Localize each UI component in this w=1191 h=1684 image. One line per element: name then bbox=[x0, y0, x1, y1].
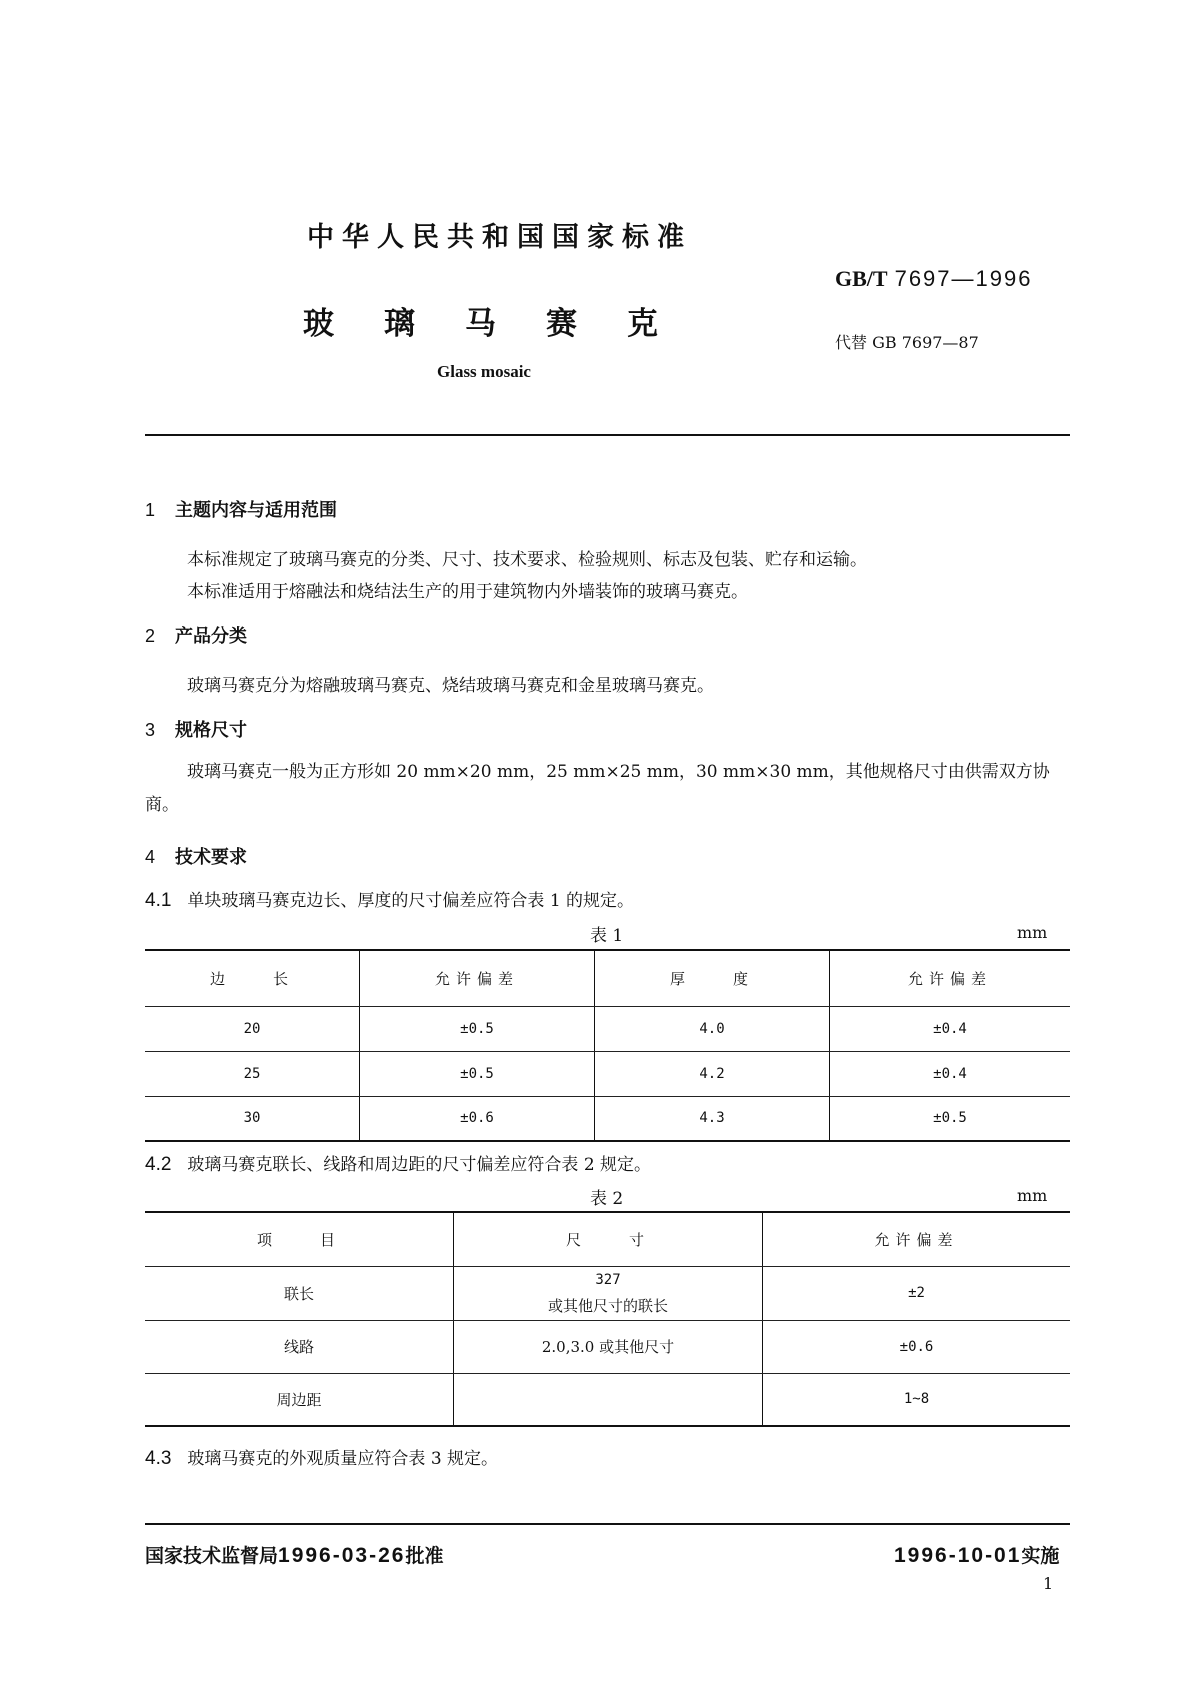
effective-label: 实施 bbox=[1021, 1545, 1060, 1567]
page-number: 1 bbox=[1043, 1574, 1054, 1593]
table-cell: 周边距 bbox=[145, 1373, 454, 1426]
table-header-cell: 厚 度 bbox=[595, 950, 830, 1006]
table-cell: ±0.4 bbox=[830, 1006, 1071, 1051]
standard-number bbox=[835, 266, 1032, 292]
table-header-row bbox=[145, 1212, 1070, 1266]
replaces-standard: 代替 GB 7697—87 bbox=[835, 333, 979, 352]
table-header-cell: 边 长 bbox=[145, 950, 360, 1006]
effective-date: 1996-10-01 bbox=[894, 1544, 1022, 1567]
section-title: 主题内容与适用范围 bbox=[175, 500, 338, 521]
section-number: 2 bbox=[145, 626, 156, 646]
table-cell: 25 bbox=[145, 1051, 360, 1096]
table-cell: 1~8 bbox=[763, 1373, 1071, 1426]
section-4-heading bbox=[145, 843, 247, 869]
cell-line: 或其他尺寸的联长 bbox=[547, 1297, 668, 1315]
clause-number: 4.2 bbox=[145, 1154, 172, 1175]
section-2-paragraph: 玻璃马赛克分为熔融玻璃马赛克、烧结玻璃马赛克和金星玻璃马赛克。 bbox=[187, 676, 714, 696]
table-cell: ±0.6 bbox=[763, 1320, 1071, 1373]
table-header-cell: 尺 寸 bbox=[454, 1212, 763, 1266]
clause-number: 4.3 bbox=[145, 1448, 172, 1469]
section-1-paragraph-1: 本标准规定了玻璃马赛克的分类、尺寸、技术要求、检验规则、标志及包装、贮存和运输。 bbox=[187, 550, 867, 570]
section-1-paragraph-2: 本标准适用于熔融法和烧结法生产的用于建筑物内外墙装饰的玻璃马赛克。 bbox=[187, 582, 748, 602]
clause-text: 单块玻璃马赛克边长、厚度的尺寸偏差应符合表 1 的规定。 bbox=[187, 891, 635, 911]
table-cell: ±0.5 bbox=[830, 1096, 1071, 1141]
table-cell: ±0.6 bbox=[360, 1096, 595, 1141]
section-number: 1 bbox=[145, 500, 156, 520]
clause-4-2 bbox=[145, 1150, 651, 1176]
footer-divider bbox=[145, 1523, 1070, 1525]
table-1 bbox=[145, 949, 1070, 1142]
table-cell: 2.0,3.0 或其他尺寸 bbox=[454, 1320, 763, 1373]
clause-text: 玻璃马赛克联长、线路和周边距的尺寸偏差应符合表 2 规定。 bbox=[187, 1155, 652, 1175]
section-title: 技术要求 bbox=[175, 847, 248, 868]
section-1-heading bbox=[145, 496, 337, 522]
table-row bbox=[145, 1266, 1070, 1320]
table-2-caption: 表 2 bbox=[590, 1189, 624, 1209]
table-header-cell: 允许偏差 bbox=[360, 950, 595, 1006]
table-cell bbox=[454, 1266, 763, 1320]
table-row bbox=[145, 1006, 1070, 1051]
approval-date: 1996-03-26 bbox=[278, 1544, 406, 1567]
table-header-cell: 项 目 bbox=[145, 1212, 454, 1266]
header-divider bbox=[145, 434, 1070, 436]
table-2-unit: mm bbox=[1017, 1186, 1048, 1205]
cell-line: 327 bbox=[595, 1272, 621, 1288]
table-row bbox=[145, 1096, 1070, 1141]
table-cell: ±0.4 bbox=[830, 1051, 1071, 1096]
table-cell: 联长 bbox=[145, 1266, 454, 1320]
table-cell: ±2 bbox=[763, 1266, 1071, 1320]
table-2 bbox=[145, 1211, 1070, 1427]
section-number: 4 bbox=[145, 847, 156, 867]
effective-line bbox=[894, 1541, 1059, 1568]
table-1-caption: 表 1 bbox=[590, 926, 624, 946]
table-cell: 线路 bbox=[145, 1320, 454, 1373]
clause-text: 玻璃马赛克的外观质量应符合表 3 规定。 bbox=[187, 1449, 499, 1469]
table-cell bbox=[454, 1373, 763, 1426]
table-cell: 4.2 bbox=[595, 1051, 830, 1096]
clause-4-3 bbox=[145, 1444, 498, 1470]
table-cell: 30 bbox=[145, 1096, 360, 1141]
table-cell: 4.3 bbox=[595, 1096, 830, 1141]
table-1-unit: mm bbox=[1017, 923, 1048, 942]
standard-prefix: GB/T bbox=[835, 266, 888, 291]
table-cell: ±0.5 bbox=[360, 1006, 595, 1051]
clause-4-1 bbox=[145, 886, 634, 912]
document-title: 玻璃马赛克 bbox=[303, 306, 708, 342]
national-standard-heading: 中华人民共和国国家标准 bbox=[307, 222, 692, 253]
table-header-cell: 允许偏差 bbox=[763, 1212, 1071, 1266]
english-title: Glass mosaic bbox=[437, 362, 531, 381]
table-row bbox=[145, 1320, 1070, 1373]
table-cell: 4.0 bbox=[595, 1006, 830, 1051]
section-2-heading bbox=[145, 622, 247, 648]
table-cell: ±0.5 bbox=[360, 1051, 595, 1096]
table-header-row bbox=[145, 950, 1070, 1006]
section-title: 规格尺寸 bbox=[175, 720, 248, 741]
standard-code: 7697—1996 bbox=[894, 266, 1033, 291]
table-row bbox=[145, 1051, 1070, 1096]
section-3-paragraph: 玻璃马赛克一般为正方形如 20 mm×20 mm，25 mm×25 mm，30 mm×30 mm，其他规格尺寸由供需双方协商。 bbox=[145, 762, 1050, 815]
section-3-heading bbox=[145, 716, 247, 742]
approving-authority: 国家技术监督局 bbox=[145, 1545, 279, 1567]
table-row bbox=[145, 1373, 1070, 1426]
table-header-cell: 允许偏差 bbox=[830, 950, 1071, 1006]
table-cell: 20 bbox=[145, 1006, 360, 1051]
approval-line bbox=[145, 1541, 443, 1568]
approval-label: 批准 bbox=[405, 1545, 444, 1567]
clause-number: 4.1 bbox=[145, 890, 172, 911]
section-number: 3 bbox=[145, 720, 156, 740]
section-title: 产品分类 bbox=[175, 626, 248, 647]
